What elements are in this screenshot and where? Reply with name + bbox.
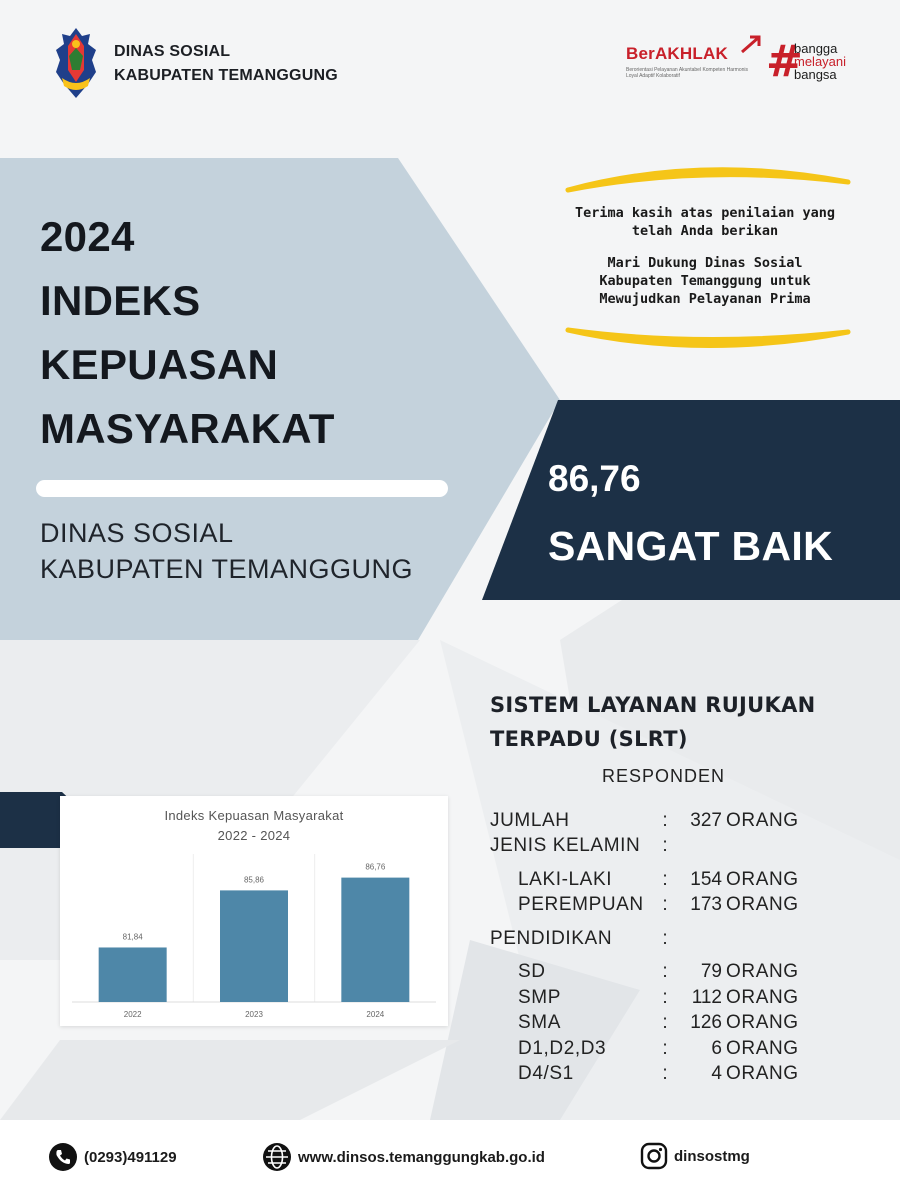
berakhlak-wordmark: BerAKHLAK — [626, 44, 728, 63]
title-divider-bar — [36, 480, 448, 497]
org-name-line2: KABUPATEN TEMANGGUNG — [114, 67, 338, 84]
row-unit: ORANG — [726, 894, 799, 916]
subtitle-line1: DINAS SOSIAL — [40, 518, 234, 548]
row-label: LAKI-LAKI — [518, 868, 613, 890]
row-colon: : — [662, 961, 668, 983]
row-label: SMP — [518, 986, 561, 1008]
row-value: 112 — [691, 986, 722, 1008]
row-unit: ORANG — [726, 868, 799, 890]
row-value: 173 — [690, 894, 722, 916]
ikm-bar-chart — [60, 796, 448, 1026]
footer-website[interactable] — [262, 1142, 545, 1172]
row-label: JUMLAH — [490, 809, 570, 831]
bangga-line2: melayani — [794, 54, 847, 69]
message-line5: Mewujudkan Pelayanan Prima — [599, 291, 811, 307]
subtitle-line2: KABUPATEN TEMANGGUNG — [40, 554, 414, 584]
chart-title: Indeks Kepuasan Masyarakat — [164, 808, 344, 823]
score-value: 86,76 — [548, 458, 641, 499]
row-label: SMA — [518, 1012, 561, 1034]
bangga-melayani-bangsa-logo — [766, 36, 876, 87]
chart-data-label: 81,84 — [122, 932, 143, 942]
page-subtitle — [40, 515, 413, 587]
service-line1: SISTEM LAYANAN RUJUKAN — [490, 693, 816, 717]
title-line1: INDEKS — [40, 277, 201, 324]
row-unit: ORANG — [726, 1037, 799, 1059]
message-line3: Mari Dukung Dinas Sosial — [607, 255, 803, 271]
row-colon: : — [662, 868, 668, 890]
footer-phone[interactable] — [48, 1142, 177, 1172]
row-label: D4/S1 — [518, 1063, 574, 1085]
message-line1: Terima kasih atas penilaian yang — [574, 205, 836, 221]
row-colon: : — [662, 927, 668, 949]
respondents-table — [490, 808, 820, 1087]
row-value: 327 — [690, 809, 722, 831]
phone-number: (0293)491129 — [84, 1148, 177, 1166]
bangga-line3: bangsa — [794, 67, 837, 82]
respondent-row-male — [490, 867, 820, 893]
row-colon: : — [662, 1063, 668, 1085]
row-colon: : — [662, 809, 668, 831]
row-colon: : — [662, 1037, 668, 1059]
instagram-icon — [640, 1142, 668, 1170]
message-line4: Kabupaten Temanggung untuk — [599, 273, 811, 289]
row-colon: : — [662, 986, 668, 1008]
row-label: JENIS KELAMIN — [490, 835, 641, 857]
chart-x-tick-label: 2022 — [123, 1010, 142, 1019]
phone-icon — [48, 1142, 78, 1172]
respondent-row-education — [490, 985, 820, 1011]
row-unit: ORANG — [726, 809, 799, 831]
row-value: 79 — [700, 961, 722, 983]
website-url: www.dinsos.temanggungkab.go.id — [298, 1148, 545, 1166]
hashtag-icon: # — [766, 36, 803, 87]
berakhlak-tagline: Berorientasi Pelayanan Akuntabel Kompeten Harmonis Loyal Adaptif Kolaboratif — [626, 67, 749, 79]
title-line2: KEPUASAN — [40, 341, 279, 388]
row-label: SD — [518, 961, 546, 983]
row-label: PEREMPUAN — [518, 894, 644, 916]
chart-subtitle: 2022 - 2024 — [217, 828, 291, 843]
row-colon: : — [662, 894, 668, 916]
service-line2: TERPADU (SLRT) — [490, 727, 688, 751]
globe-icon — [262, 1142, 292, 1172]
bangga-line1: bangga — [794, 41, 838, 56]
page-title — [40, 205, 335, 461]
respondent-row-education — [490, 1036, 820, 1062]
row-label: D1,D2,D3 — [518, 1037, 607, 1059]
respondent-row-education-heading — [490, 926, 820, 952]
row-value: 4 — [711, 1063, 722, 1085]
message-line2: telah Anda berikan — [631, 223, 779, 239]
footer-instagram[interactable] — [640, 1142, 750, 1170]
chart-x-tick-label: 2023 — [245, 1010, 263, 1019]
service-name — [490, 688, 816, 756]
respondent-row-education — [490, 960, 820, 986]
respondents-heading: RESPONDEN — [602, 766, 726, 786]
temanggung-regency-emblem — [52, 26, 100, 100]
chart-bar-2022 — [99, 947, 167, 1002]
row-value: 154 — [690, 868, 722, 890]
row-unit: ORANG — [726, 1063, 799, 1085]
respondent-row-education — [490, 1062, 820, 1088]
title-line3: MASYARAKAT — [40, 405, 335, 452]
row-value: 126 — [690, 1012, 722, 1034]
respondent-row-gender-heading — [490, 834, 820, 860]
row-label: PENDIDIKAN — [490, 927, 613, 949]
chart-bar-2024 — [341, 878, 409, 1002]
gold-swoosh-bottom — [562, 322, 852, 358]
instagram-handle: dinsostmg — [674, 1147, 750, 1165]
row-unit: ORANG — [726, 986, 799, 1008]
score-label: SANGAT BAIK — [548, 523, 833, 569]
respondent-row-total — [490, 808, 820, 834]
row-colon: : — [662, 1012, 668, 1034]
thank-you-message — [555, 204, 855, 308]
chart-x-tick-label: 2024 — [366, 1010, 385, 1019]
title-year: 2024 — [40, 213, 135, 260]
row-value: 6 — [711, 1037, 722, 1059]
chart-data-label: 86,76 — [365, 862, 386, 872]
row-unit: ORANG — [726, 1012, 799, 1034]
row-colon: : — [662, 835, 668, 857]
chart-bar-2023 — [220, 890, 288, 1002]
respondent-row-female — [490, 893, 820, 919]
org-name-line1: DINAS SOSIAL — [114, 43, 231, 60]
ikm-chart-card — [60, 796, 448, 1026]
chart-data-label: 85,86 — [243, 875, 265, 885]
organization-name — [114, 40, 338, 88]
berakhlak-arrow-icon — [740, 34, 762, 54]
row-unit: ORANG — [726, 961, 799, 983]
gold-swoosh-top — [562, 160, 852, 196]
respondent-row-education — [490, 1011, 820, 1037]
score-panel — [482, 400, 900, 600]
